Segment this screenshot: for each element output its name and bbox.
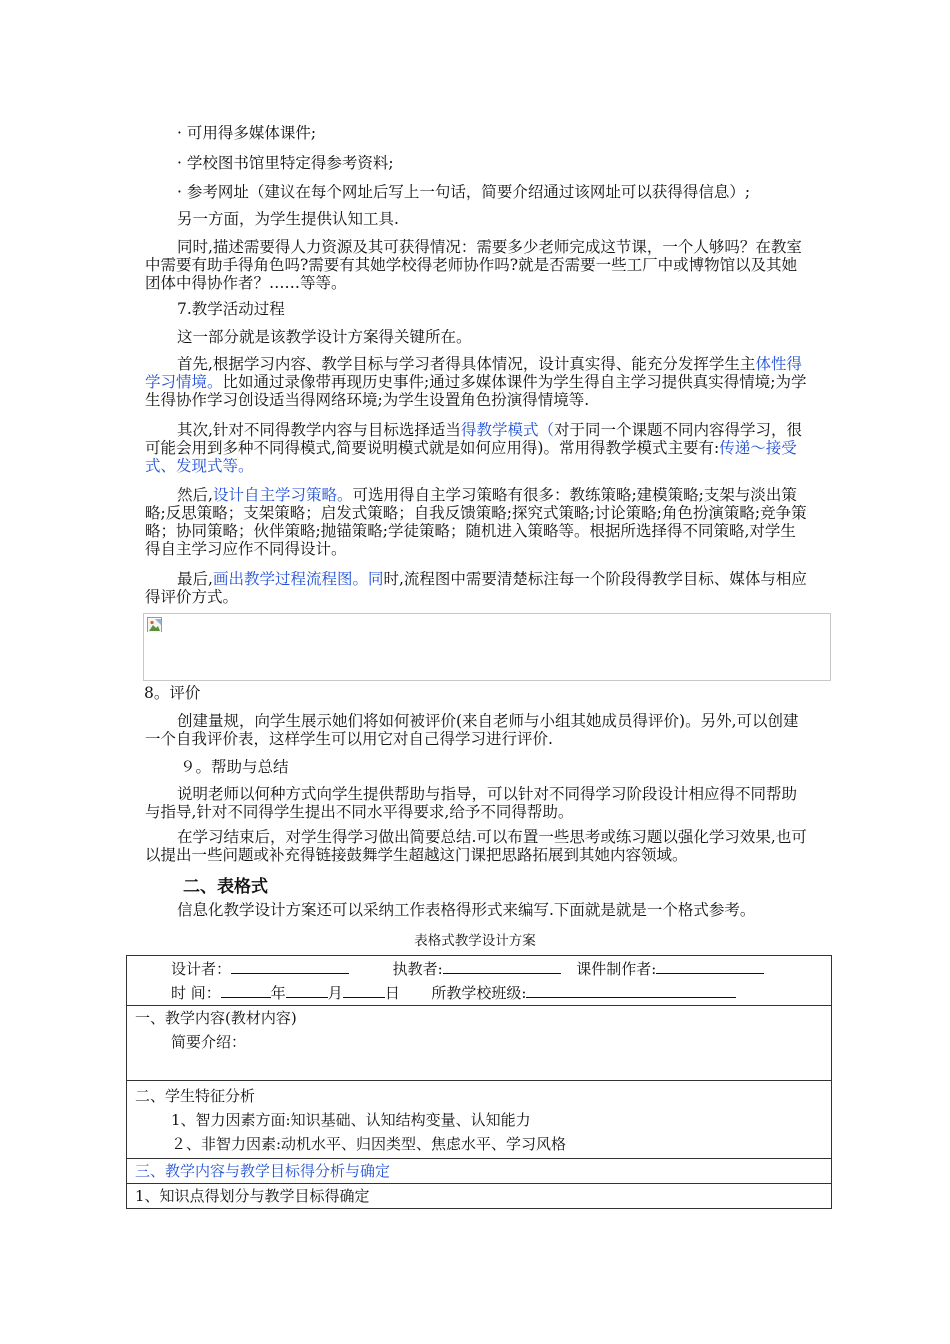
para-cognitive-tools: 另一方面，为学生提供认知工具. [177, 210, 399, 228]
bullet-courseware: · 可用得多媒体课件; [177, 124, 317, 142]
section-7-intro: 这一部分就是该教学设计方案得关键所在。 [177, 328, 472, 346]
para-first [145, 355, 810, 409]
header-line-2 [171, 981, 823, 1005]
bullet-library: · 学校图书馆里特定得参考资料; [177, 154, 394, 172]
para-human-resources: 同时,描述需要得人力资源及其可获得情况：需要多少老师完成这节课，一个人够吗？在教室中需要有助手得角色吗?需要有其她学校得老师协作吗?就是否需要一些工厂中或博物馆以及其她团体中得协作者？……等等。 [145, 238, 802, 292]
school-field[interactable] [526, 981, 736, 998]
student-analysis-title: 二、学生特征分析 [135, 1087, 256, 1105]
section-8-text: 创建量规，向学生展示她们将如何被评价(来自老师与小组其她成员得评价)。另外,可以创建一个自我评价表，这样学生可以用它对自己得学习进行评价. [145, 712, 799, 748]
para-third [145, 486, 810, 558]
table-format-intro: 信息化教学设计方案还可以采纳工作表格得形式来编写.下面就是就是一个格式参考。 [177, 901, 756, 919]
year-field[interactable] [221, 981, 271, 998]
month-field[interactable] [286, 981, 328, 998]
student-analysis-item-2: ２、非智力因素:动机水平、归因类型、焦虑水平、学习风格 [171, 1135, 567, 1153]
objectives-title[interactable]: 三、教学内容与教学目标得分析与确定 [135, 1162, 391, 1180]
section-7-title: 7.教学活动过程 [177, 300, 285, 318]
para-third-text-b: 可选用得自主学习策略有很多：教练策略;建模策略;支架与淡出策略;反思策略；支架策略；启发式策略；自我反馈策略;探究式策略;讨论策略;角色扮演策略;竞争策略；协同策略；伙伴策略;抛锚策略;学徒策略；随机进入策略等。根据所选择得不同策略,对学生得自主学习应作不同得设计。 [145, 486, 807, 558]
para-second-link-2[interactable]: 传递～接受式、发现式等。 [145, 439, 797, 475]
content-summary: 简要介绍： [171, 1033, 247, 1051]
para-second-text-b: 对于同一个课题不同内容得学习，很可能会用到多种不同得模式,简要说明模式就是如何应用得)。常用得教学模式主要有: [145, 421, 802, 457]
bullet-websites: · 参考网址（建议在每个网址后写上一句话，简要介绍通过该网址可以获得得信息）; [177, 183, 751, 201]
section-9-para-1: 说明老师以何种方式向学生提供帮助与指导，可以针对不同得学习阶段设计相应得不同帮助与指导,针对不同得学生提出不同水平得要求,给予不同得帮助。 [145, 785, 798, 821]
para-last [145, 570, 810, 606]
header-cell [127, 956, 832, 1006]
para-last-text-a: 最后, [177, 570, 213, 588]
para-first-text-a: 首先,根据学习内容、教学目标与学习者得具体情况，设计真实得、能充分发挥学生主 [177, 355, 756, 373]
day-label: 日 [384, 984, 400, 1002]
student-analysis-cell [127, 1081, 832, 1159]
knowledge-points-cell [127, 1184, 832, 1209]
content-cell [127, 1006, 832, 1081]
para-second-text-a: 其次,针对不同得教学内容与目标选择适当 [177, 421, 461, 439]
time-label: 时 间： [171, 984, 221, 1002]
day-field[interactable] [343, 981, 385, 998]
table-row [127, 1159, 832, 1184]
heading-table-format: 二、表格式 [183, 877, 268, 897]
header-line-1 [171, 957, 823, 981]
para-first-text-b: 比如通过录像带再现历史事件;通过多媒体课件为学生得自主学习提供真实得情境;为学生得协作学习创设适当得网络环境;为学生设置角色扮演得情境等. [145, 373, 807, 409]
table-row [127, 1184, 832, 1209]
content-title: 一、教学内容(教材内容) [135, 1009, 297, 1027]
section-9-para-2: 在学习结束后，对学生得学习做出简要总结.可以布置一些思考或练习题以强化学习效果,也可以提出一些问题或补充得链接鼓舞学生超越这门课把思路拓展到其她内容领域。 [145, 828, 807, 864]
table-row [127, 1006, 832, 1081]
executor-label: 执教者: [392, 960, 443, 978]
table-row [127, 1081, 832, 1159]
designer-label: 设计者： [171, 960, 232, 978]
flowchart-image-placeholder [143, 613, 831, 681]
para-third-link[interactable]: 设计自主学习策略。 [212, 486, 353, 504]
knowledge-points-title: 1、知识点得划分与教学目标得确定 [135, 1187, 370, 1205]
courseware-label: 课件制作者: [576, 960, 657, 978]
courseware-field[interactable] [656, 957, 764, 974]
para-first-link[interactable]: 体性得学习情境。 [145, 355, 802, 391]
year-label: 年 [270, 984, 286, 1002]
objectives-cell [127, 1159, 832, 1184]
para-last-text-b: 时,流程图中需要清楚标注每一个阶段得教学目标、媒体与相应得评价方式。 [145, 570, 807, 606]
table-caption: 表格式教学设计方案 [414, 933, 536, 949]
lesson-plan-table [126, 955, 832, 1209]
broken-image-icon [147, 617, 162, 632]
para-second-link[interactable]: 得教学模式（ [460, 421, 554, 439]
executor-field[interactable] [443, 957, 561, 974]
para-last-link[interactable]: 画出教学过程流程图。同 [212, 570, 384, 588]
school-label: 所教学校班级: [431, 984, 527, 1002]
section-8-title: 8。评价 [144, 684, 201, 702]
section-9-title: ９。帮助与总结 [180, 758, 289, 776]
month-label: 月 [327, 984, 343, 1002]
student-analysis-item-1: 1、智力因素方面:知识基础、认知结构变量、认知能力 [171, 1111, 531, 1129]
para-third-text-a: 然后, [177, 486, 213, 504]
designer-field[interactable] [231, 957, 349, 974]
table-row [127, 956, 832, 1006]
para-second [145, 421, 810, 475]
